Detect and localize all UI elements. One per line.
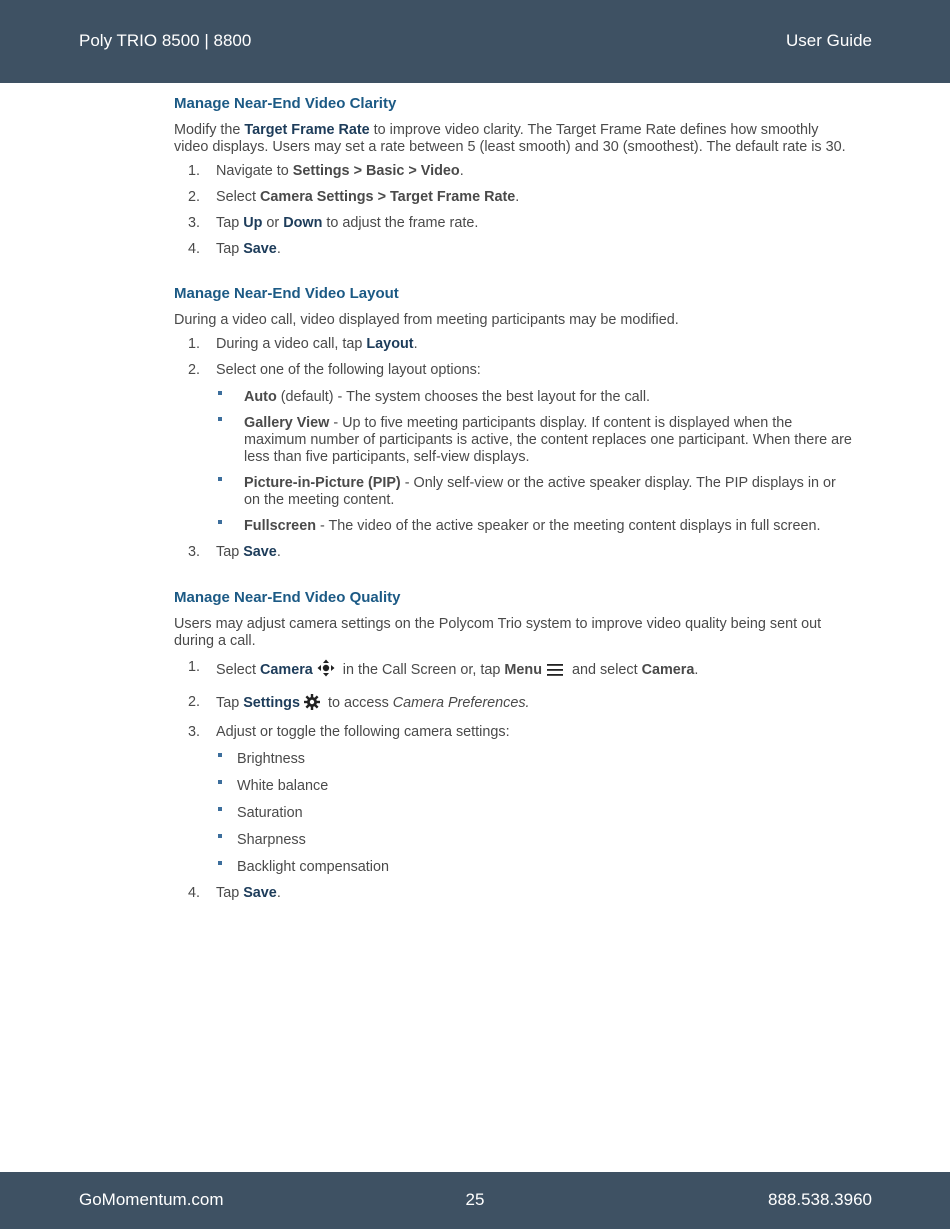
footer-phone: 888.538.3960 xyxy=(768,1190,872,1209)
steps-list xyxy=(174,163,854,258)
camera-setting: Saturation xyxy=(216,805,854,822)
step: 3. Adjust or toggle the following camera settings: Brightness White balance Saturation Sharpness Backlight compensation xyxy=(174,724,854,876)
step: 1. Navigate to Settings > Basic > Video. xyxy=(188,163,464,179)
bullet xyxy=(218,417,222,421)
menu-icon xyxy=(546,663,564,682)
page-footer xyxy=(0,1172,950,1229)
bullet xyxy=(218,807,222,811)
step: 1. During a video call, tap Layout. xyxy=(188,336,418,352)
section-title: Manage Near-End Video Clarity xyxy=(174,95,397,112)
camera-pan-icon xyxy=(317,659,335,682)
layout-options-list xyxy=(216,389,854,535)
camera-setting: Brightness xyxy=(216,751,854,768)
layout-option: Picture-in-Picture (PIP) - Only self-view or the active speaker display. The PIP displays in or on the meeting content. xyxy=(216,475,854,509)
bullet xyxy=(218,477,222,481)
section-intro: During a video call, video displayed from meeting participants may be modified. xyxy=(174,312,679,328)
steps-list xyxy=(174,336,854,561)
step: 2. Select one of the following layout options: Auto (default) - The system chooses the best layout for the call. Gallery View - Up to five meeting participants display. If content is displayed when the maximum number of participants is active, the content replaces one participant. When there are less than five participants, self-view displays. Picture-in-Picture (PIP) - Only self-view or the active speaker display. The PIP displays in or on the meeting content. Fullscreen - The video of the active speaker or the meeting content displays in full screen. xyxy=(174,362,854,535)
bullet xyxy=(218,780,222,784)
bullet xyxy=(218,753,222,757)
header-product: Poly TRIO 8500 | 8800 xyxy=(79,31,252,50)
steps-list xyxy=(174,659,854,902)
step: 4. Tap Save. xyxy=(188,885,281,901)
camera-setting: Sharpness xyxy=(216,832,854,849)
header-doc-type: User Guide xyxy=(786,31,872,50)
bullet xyxy=(218,391,222,395)
section-title: Manage Near-End Video Quality xyxy=(174,589,401,606)
step: 1. Select Camera in the Call Screen or, tap Menu and select Camera. xyxy=(174,659,854,682)
section-video-layout xyxy=(174,285,854,561)
bullet xyxy=(218,520,222,524)
layout-option: Fullscreen - The video of the active speaker or the meeting content displays in full screen. xyxy=(216,518,854,535)
layout-option: Auto (default) - The system chooses the best layout for the call. xyxy=(216,389,854,406)
page-number: 25 xyxy=(465,1190,485,1209)
document-body xyxy=(174,95,854,930)
camera-settings-list xyxy=(216,751,854,876)
bullet xyxy=(218,834,222,838)
camera-setting: White balance xyxy=(216,778,854,795)
step: 2. Tap Settings to access Camera Preferences. xyxy=(174,694,854,715)
step: 4. Tap Save. xyxy=(188,241,281,257)
step: 2. Select Camera Settings > Target Frame Rate. xyxy=(188,189,520,205)
section-video-quality xyxy=(174,589,854,902)
bullet xyxy=(218,861,222,865)
step: 3. Tap Save. xyxy=(188,544,281,560)
layout-option: Gallery View - Up to five meeting participants display. If content is displayed when the maximum number of participants is active, the content replaces one participant. When there are less than five participants, self-view displays. xyxy=(216,415,854,466)
camera-setting: Backlight compensation xyxy=(216,859,854,876)
section-intro: Modify the Target Frame Rate to improve video clarity. The Target Frame Rate defines how smoothly video displays. Users may set a rate between 5 (least smooth) and 30 (smoothest). The default rate is 30. xyxy=(174,122,846,155)
section-video-clarity xyxy=(174,95,854,258)
section-title: Manage Near-End Video Layout xyxy=(174,285,399,302)
page-header xyxy=(0,0,950,83)
gear-icon xyxy=(304,694,320,715)
section-intro: Users may adjust camera settings on the Polycom Trio system to improve video quality being sent out during a call. xyxy=(174,616,822,649)
step: 3. Tap Up or Down to adjust the frame rate. xyxy=(188,215,479,231)
footer-website[interactable]: GoMomentum.com xyxy=(79,1190,224,1209)
